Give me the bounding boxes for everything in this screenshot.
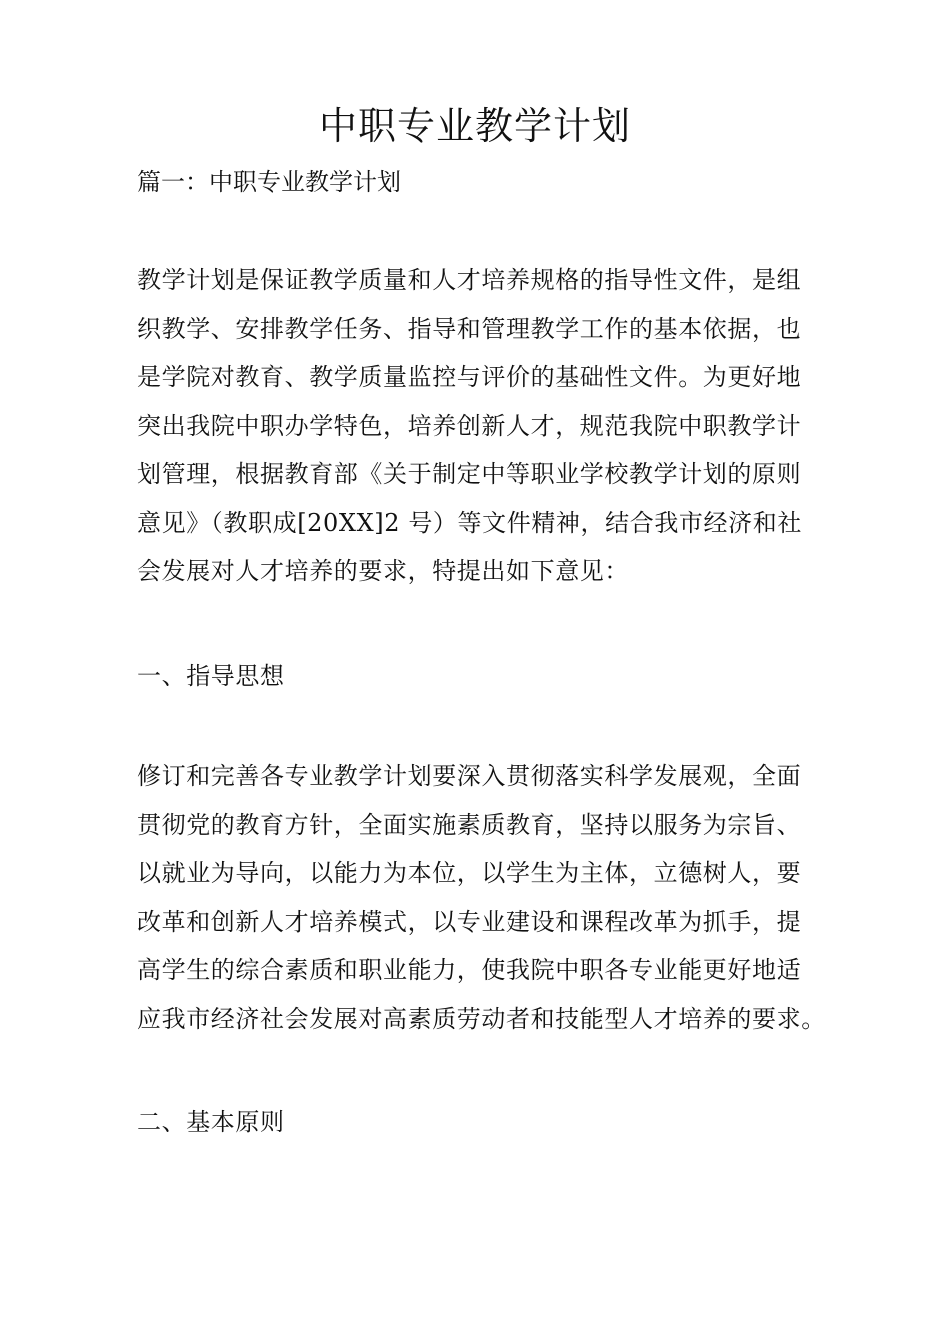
paragraph-line: 高学生的综合素质和职业能力，使我院中职各专业能更好地适	[137, 956, 802, 984]
paragraph-intro	[137, 256, 837, 596]
section-heading-guiding-ideology: 一、指导思想	[137, 662, 285, 690]
paragraph-line: 以就业为导向，以能力为本位，以学生为主体，立德树人，要	[137, 859, 802, 887]
paragraph-line: 应我市经济社会发展对高素质劳动者和技能型人才培养的要求。	[137, 1004, 826, 1033]
paragraph-line: 意见》（教职成[20XX]2 号）等文件精神，结合我市经济和社	[137, 508, 802, 537]
paragraph-line: 修订和完善各专业教学计划要深入贯彻落实科学发展观，全面	[137, 762, 802, 790]
paragraph-line: 教学计划是保证教学质量和人才培养规格的指导性文件，是组	[137, 266, 802, 294]
section-heading-basic-principles: 二、基本原则	[137, 1108, 285, 1136]
paragraph-guiding-ideology	[137, 752, 837, 1043]
paragraph-line: 是学院对教育、教学质量监控与评价的基础性文件。为更好地	[137, 363, 802, 391]
paragraph-line: 突出我院中职办学特色，培养创新人才，规范我院中职教学计	[137, 411, 802, 440]
document-subtitle: 篇一：中职专业教学计划	[137, 168, 401, 196]
paragraph-line: 划管理，根据教育部《关于制定中等职业学校教学计划的原则	[137, 460, 802, 488]
paragraph-line: 改革和创新人才培养模式，以专业建设和课程改革为抓手，提	[137, 907, 802, 936]
paragraph-line: 会发展对人才培养的要求，特提出如下意见：	[137, 557, 629, 585]
paragraph-line: 贯彻党的教育方针，全面实施素质教育，坚持以服务为宗旨、	[137, 810, 802, 839]
paragraph-line: 织教学、安排教学任务、指导和管理教学工作的基本依据，也	[137, 314, 802, 343]
document-title: 中职专业教学计划	[318, 104, 631, 148]
